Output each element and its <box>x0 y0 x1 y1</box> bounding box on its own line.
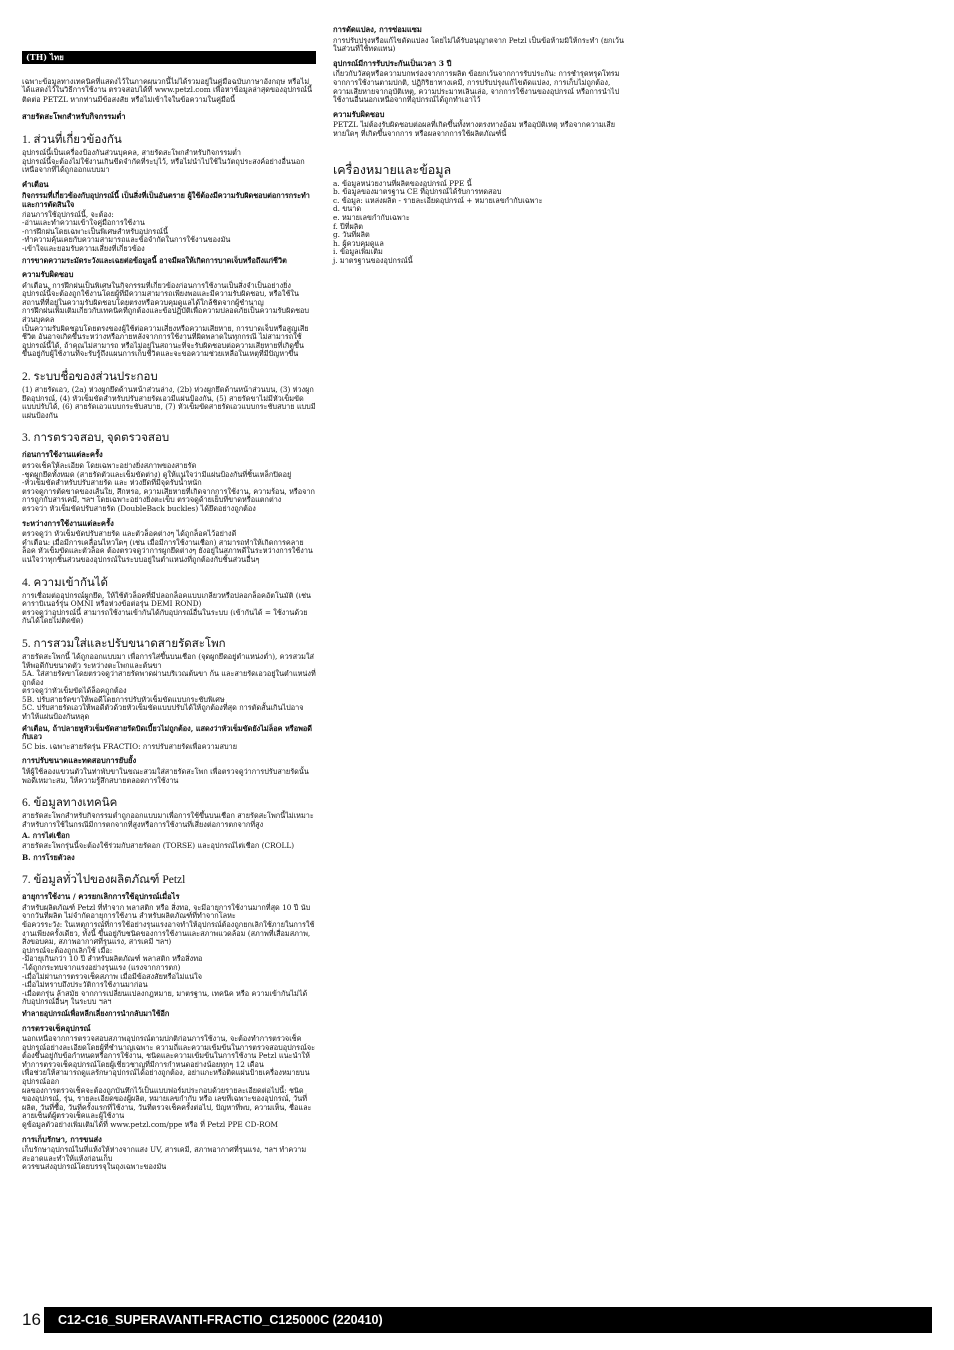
page-number: 16 <box>22 1310 41 1329</box>
section-4-title: 4. ความเข้ากันได้ <box>22 576 109 589</box>
modification-heading: การดัดแปลง, การซ่อมแซม <box>333 25 422 34</box>
warning-heading: คำเตือน <box>22 179 49 189</box>
main-title: สายรัดสะโพกสำหรับกิจกรรมต่ำ <box>22 112 126 122</box>
section-4-body: การเชื่อมต่ออุปกรณ์ผูกยึด, ให้ใช้ตัวล็อคที่มีปลอกล็อคแบบเกลียวหรือปลอกล็อคอัตโนมัติ (เช่น คาราบิเนอร์รุ่น OMNI หรือห่วงข้อต่อรุ่น DEMI ROND) ตรวจดูว่าอุปกรณ์นี้ สามารถใช้งานเข้ากันได้กับอุปกรณ์อื่นในระบบ (เข้ากันได้ = ใช้งานด้วยกันได้โดยไม่ติดขัด) <box>22 590 312 626</box>
page-footer <box>22 1307 932 1333</box>
section-7-sub-lifetime: อายุการใช้งาน / ควรยกเลิกการใช้อุปกรณ์เมื่อไร <box>22 892 180 902</box>
section-1-body: อุปกรณ์นี้เป็นเครื่องป้องกันส่วนบุคคล, สายรัดสะโพกสำหรับกิจกรรมต่ำ อุปกรณ์นี้จะต้องไม่ใช้งานเกินขีดจำกัดที่ระบุไว้, หรือไม่นำไปใช้ในวัตถุประสงค์อย่างอื่นนอกเหนือจากที่ได้ถูกออกแบบมา <box>22 147 305 175</box>
section-3-sub-before-use: ก่อนการใช้งานแต่ละครั้ง <box>22 450 103 460</box>
liability-heading: ความรับผิดชอบ <box>333 109 385 119</box>
modification-body: การปรับปรุงหรือแก้ไขดัดแปลง โดยไม่ได้รับอนุญาตจาก Petzl เป็นข้อห้ามมิให้กระทำ (ยกเว้นในส่วนที่ใช้ทดแทน) <box>333 35 625 54</box>
section-7-body-1: สำหรับผลิตภัณฑ์ Petzl ที่ทำจาก พลาสติก หรือ สิ่งทอ, จะมีอายุการใช้งานมากที่สุด 10 ปี นับจากวันที่ผลิต ไม่จำกัดอายุการใช้งาน สำหรับผลิตภัณฑ์ที่ทำจากโลหะ ข้อควรระวัง: ในเหตุการณ์ที่การใช้อย่างรุนแรงอาจทำให้อุปกรณ์ต้องถูกยกเลิกใช้ภายในการใช้งานเพียงครั้งเดียว, ทั้งนี้ ขึ้นอยู่กับชนิดของการใช้งานและสภาพแวดล้อม (สภาพที่เสื่อมสภาพ, สิ่งขอบคม, สภาพอากาศที่รุนแรง, สารเคมี ฯลฯ) อุปกรณ์จะต้องถูกเลิกใช้ เมื่อ: -มีอายุเกินกว่า 10 ปี สำหรับผลิตภัณฑ์ พลาสติก หรือสิ่งทอ -ได้ถูกกระทบจากแรงอย่างรุนแรง (แรงจากการตก) -เมื่อไม่ผ่านการตรวจเช็คสภาพ เมื่อมีข้อสงสัยหรือไม่แน่ใจ -เมื่อไม่ทราบถึงประวัติการใช้งานมาก่อน -เมื่อตกรุ่น ล้าสมัย จากการเปลี่ยนแปลงกฎหมาย, มาตรฐาน, เทคนิค หรือ ความเข้ากันไม่ได้กับอุปกรณ์อื่นๆ ในระบบ ฯลฯ <box>22 902 315 1007</box>
section-5-body-c: ให้ผู้ใช้ลองแขวนตัวในท่าพับขาในขณะสวมใส่สายรัดสะโพก เพื่อตรวจดูว่าการปรับสายรัดนั้นพอดีเหมาะสม, ให้ความรู้สึกสบายตลอดการใช้งาน <box>22 767 309 785</box>
section-6-title: 6. ข้อมูลทางเทคนิค <box>22 797 118 810</box>
section-6-b: B. การโรยตัวลง <box>22 852 75 862</box>
section-7-sub-inspection: การตรวจเช็คอุปกรณ์ <box>22 1023 91 1033</box>
document-reference: C12-C16_SUPERAVANTI-FRACTIO_C125000C (220410) <box>44 1307 932 1333</box>
liability-body: PETZL ไม่ต้องรับผิดชอบต่อผลที่เกิดขึ้นทั้งทางตรงทางอ้อม หรืออุบัติเหตุ หรือจากความเสียหายใดๆ ที่เกิดขึ้นจากการ หรือผลจากการใช้ผลิตภัณฑ์นี้ <box>333 120 616 138</box>
section-6-a-body: สายรัดสะโพกรุ่นนี้จะต้องใช้ร่วมกับสายรัดอก (TORSE) และอุปกรณ์ไต่เชือก (CROLL) <box>22 841 295 850</box>
section-3-body-2: ตรวจดูว่า หัวเข็มขัดปรับสายรัด และตัวล็อคต่างๆ ได้ถูกล็อคไว้อย่างดี คำเตือน: เมื่อมีการเคลื่อนไหวใดๆ (เช่น เมื่อมีการใช้งานเชือก) สามารถทำให้เกิดการคลายล็อค หัวเข็มขัดและตัวล็อค ต้องตรวจดูว่าการผูกยึดต่างๆ ยังอยู่ในสภาพดีในระหว่างการใช้งาน แน่ใจว่าทุกชิ้นส่วนของอุปกรณ์ในระบบอยู่ในตำแหน่งที่ถูกต้องกับชิ้นส่วนอื่นๆ <box>22 529 313 564</box>
section-6-a: A. การไต่เชือก <box>22 831 70 841</box>
intro-paragraph-2: ติดต่อ PETZL หากท่านมีข้อสงสัย หรือไม่เข้าใจในข้อความในคู่มือนี้ <box>22 94 236 104</box>
language-header: (TH) ไทย <box>22 51 316 64</box>
section-7-title: 7. ข้อมูลทั่วไปของผลิตภัณฑ์ Petzl <box>22 874 186 887</box>
responsibility-heading: ความรับผิดชอบ <box>22 270 74 280</box>
section-3-title: 3. การตรวจสอบ, จุดตรวจสอบ <box>22 432 170 445</box>
section-7-destroy: ทำลายอุปกรณ์เพื่อหลีกเลี่ยงการนำกลับมาใช้อีก <box>22 1008 170 1018</box>
section-2-body: (1) สายรัดเอว, (2a) ห่วงผูกยึดด้านหน้าส่วนล่าง, (2b) ห่วงผูกยึดด้านหน้าส่วนบน, (3) ห่วงผูกยึดอุปกรณ์, (4) หัวเข็มขัดสำหรับปรับสายรัดเอวมีแผ่นป้องกัน, (5) สายรัดขาไม่มีหัวเข็มขัดแบบปรับได้, (6) สายรัดเอวแบบกระชับสบาย, (7) หัวเข็มขัดสายรัดเอวแบบกระชับสบาย แบบมีแผ่นป้องกัน <box>22 385 316 420</box>
right-column <box>333 26 627 266</box>
section-5-sub-test: การปรับขนาดและทดสอบการยับยั้ง <box>22 756 137 766</box>
section-5-body-b: 5C bis. เฉพาะสายรัดรุ่น FRACTIO: การปรับสายรัดเพื่อความสบาย <box>22 741 237 751</box>
warranty-heading: อุปกรณ์มีการรับประกันเป็นเวลา 3 ปี <box>333 58 452 68</box>
section-3-body-1: ตรวจเช็คให้ละเอียด โดยเฉพาะอย่างยิ่งสภาพของสายรัด -ชุดผูกยึดทั้งหมด (สายรัดตัวและเข็มขัดต่าง) ดูให้แน่ใจว่ามีแผ่นป้องกันที่ชิ้นเหล็กปิดอยู่ -หัวเข็มขัดสำหรับปรับสายรัด และ ห่วงยึดที่มีจุดรับน้ำหนัก ตรวจดูการตัดขาดของเส้นใย, สึกหรอ, ความเสียหายที่เกิดจากการใช้งาน, ความร้อน, หรือจากการถูกกับสารเคมี, ฯลฯ โดยเฉพาะอย่างยิ่งตะเข็บ ตรวจดูด้ายเย็บที่ขาดหรือแตกต่าง ตรวจว่า หัวเข็มขัดปรับสายรัด (DoubleBack buckles) ได้ยึดอย่างถูกต้อง <box>22 461 315 513</box>
markings-title: เครื่องหมายและข้อมูล <box>333 162 452 177</box>
left-column <box>22 26 316 1173</box>
warning-tail: การขาดความระมัดระวังและเฉยต่อข้อมูลนี้ อาจมีผลให้เกิดการบาดเจ็บหรือถึงแก่ชีวิต <box>22 255 287 265</box>
section-5-title: 5. การสวมใส่และปรับขนาดสายรัดสะโพก <box>22 637 226 650</box>
section-3-sub-during-use: ระหว่างการใช้งานแต่ละครั้ง <box>22 518 114 528</box>
intro-paragraph-1: เฉพาะข้อมูลทางเทคนิคที่แสดงไว้ในภาคผนวกนี้ไม่ได้รวมอยู่ในคู่มือฉบับภาษาอังกฤษ หรือไม่ได้แสดงไว้ในวิธีการใช้งาน ตรวจสอบได้ที่ www.petzl.com เพื่อหาข้อมูลล่าสุดของอุปกรณ์นี้ <box>22 76 313 95</box>
section-6-body: สายรัดสะโพกสำหรับกิจกรรมต่ำถูกออกแบบมาเพื่อการใช้ขึ้นบนเชือก สายรัดสะโพกนี้ไม่เหมาะสำหรับการใช้ในกรณีมีการตกจากที่สูงหรือการใช้งานที่เสี่ยงต่อการตกจากที่สูง <box>22 811 314 829</box>
section-7-body-2: นอกเหนือจากการตรวจสอบสภาพอุปกรณ์ตามปกติก่อนการใช้งาน, จะต้องทำการตรวจเช็คอุปกรณ์อย่างละเอียดโดยผู้ที่ชำนาญเฉพาะ ความถี่และความเข้มข้นในการตรวจสอบอุปกรณ์จะต้องขึ้นอยู่กับข้อกำหนดหรือการใช้งาน, ชนิดและความเข้มข้นในการใช้งาน Petzl แนะนำให้ทำการตรวจเช็คอุปกรณ์โดยผู้เชี่ยวชาญที่มีการกำหนดอย่างน้อยทุกๆ 12 เดือน เพื่อช่วยให้สามารถดูแลรักษาอุปกรณ์ได้อย่างถูกต้อง, อย่าแกะหรือติดแผ่นป้ายเครื่องหมายบนอุปกรณ์ออก ผลของการตรวจเช็คจะต้องถูกบันทึกไว้เป็นแบบฟอร์มประกอบด้วยรายละเอียดต่อไปนี้: ชนิดของอุปกรณ์, รุ่น, รายละเอียดของผู้ผลิต, หมายเลขกำกับ หรือ เลขที่เฉพาะของอุปกรณ์, วันที่ผลิต, วันที่ซื้อ, วันที่ครั้งแรกที่ใช้งาน, วันที่ตรวจเช็คครั้งต่อไป, ปัญหาที่พบ, ความเห็น, ชื่อและลายเซ็นต์ผู้ตรวจเช็คและผู้ใช้งาน ดูข้อมูลตัวอย่างเพิ่มเติมได้ที่ www.petzl.com/ppe หรือ ที่ Petzl PPE CD-ROM <box>22 1034 316 1130</box>
warning-lead: กิจกรรมที่เกี่ยวข้องกับอุปกรณ์นี้ เป็นสิ่งที่เป็นอันตราย ผู้ใช้ต้องมีความรับผิดชอบต่อการกระทำและการตัดสินใจ <box>22 191 310 209</box>
section-5-warning: คำเตือน, ถ้าปลายหูหัวเข็มขัดสายรัดบิดเบี้ยวไม่ถูกต้อง, แสดงว่าหัวเข็มขัดยังไม่ล็อค หรือพอดีกับเอว <box>22 723 313 742</box>
warranty-body: เกี่ยวกับวัสดุหรือความบกพร่องจากการผลิต ข้อยกเว้นจากการรับประกัน: การชำรุดทรุดโทรมจากการใช้งานตามปกติ, ปฏิกิริยาทางเคมี, การปรับปรุงแก้ไขดัดแปลง, การเก็บไม่ถูกต้อง, ความเสียหายจากอุบัติเหตุ, ความประมาทเลินเล่อ, จากการใช้งานของอุปกรณ์ หรือการนำไปใช้งานอื่นนอกเหนือจากที่อุปกรณ์ได้ถูกทำเอาไว้ <box>333 69 620 105</box>
section-2-title: 2. ระบบชื่อของส่วนประกอบ <box>22 371 158 384</box>
markings-list: a. ข้อมูลหน่วยงานที่ผลิตของอุปกรณ์ PPE นี้ b. ข้อมูลของมาตรฐาน CE ที่อุปกรณ์ได้รับการทดสอบ c. ข้อมูล: แหล่งผลิต - รายละเอียดอุปกรณ์ + หมายเลขกำกับเฉพาะ d. ขนาด e. หมายเลขกำกับเฉพาะ f. ปีที่ผลิต g. วันที่ผลิต h. ผู้ควบคุมดูแล i. ข้อมูลเพิ่มเติม j. มาตรฐานของอุปกรณ์นี้ <box>333 178 543 265</box>
warning-list: ก่อนการใช้อุปกรณ์นี้, จะต้อง: -อ่านและทำความเข้าใจคู่มือการใช้งาน -การฝึกฝนโดยเฉพาะเป็นพิเศษสำหรับอุปกรณ์นี้ -ทำความคุ้นเคยกับความสามารถและข้อจำกัดในการใช้งานของมัน -เข้าใจและยอมรับความเสี่ยงที่เกี่ยวข้อง <box>22 209 231 253</box>
section-7-sub-storage: การเก็บรักษา, การขนส่ง <box>22 1134 102 1144</box>
section-7-body-3: เก็บรักษาอุปกรณ์ในที่แห้งให้ห่างจากแสง UV, สารเคมี, สภาพอากาศที่รุนแรง, ฯลฯ ทำความสะอาดและทำให้แห้งก่อนเก็บ ควรขนส่งอุปกรณ์โดยบรรจุในถุงเฉพาะของมัน <box>22 1145 307 1172</box>
section-1-title: 1. ส่วนที่เกี่ยวข้องกัน <box>22 133 122 146</box>
section-5-body: สายรัดสะโพกนี้ ได้ถูกออกแบบมา เพื่อการใส่ขึ้นบนเชือก (จุดผูกยึดอยู่ตำแหน่งต่ำ), ควรสวมใส่ให้พอดีกับขนาดตัว ระหว่างตะโพกและต้นขา 5A. ใส่สายรัดขาโดยตรวจดูว่าสายรัดพาดผ่านบริเวณต้นขา ก้น และสายรัดเอวอยู่ในตำแหน่งที่ถูกต้อง ตรวจดูว่าหัวเข็มขัดได้ล็อคถูกต้อง 5B. ปรับสายรัดขาให้พอดีโดยการปรับหัวเข็มขัดแบบกระชับพิเศษ 5C. ปรับสายรัดเอวให้พอดีตัวด้วยหัวเข็มขัดแบบปรับได้ให้ถูกต้องที่สุด การตัดสั้นเกินไปอาจทำให้แผ่นป้องกันหลุด <box>22 651 316 722</box>
responsibility-body: คำเตือน, การฝึกฝนเป็นพิเศษในกิจกรรมที่เกี่ยวข้องก่อนการใช้งานเป็นสิ่งจำเป็นอย่างยิ่ง อุปกรณ์นี้จะต้องถูกใช้งานโดยผู้ที่มีความสามารถเพียงพอและมีความรับผิดชอบ, หรือใช้ในสถานที่ที่อยู่ในความรับผิดชอบโดยตรงหรือควบคุมดูแลได้ใกล้ชิดจากผู้ชำนาญ การฝึกฝนเพิ่มเติมเกี่ยวกับเทคนิคที่ถูกต้องและข้อปฏิบัติเพื่อความปลอดภัยเป็นความรับผิดชอบส่วนบุคคล เป็นความรับผิดชอบโดยตรงของผู้ใช้ต่อความเสี่ยงหรือความเสียหาย, การบาดเจ็บหรือสูญเสียชีวิต อันอาจเกิดขึ้นระหว่างหรือภายหลังจากการใช้งานที่ผิดพลาดในทุกกรณี ไม่สามารถใช้อุปกรณ์นี้ได้, ถ้าคุณไม่สามารถ หรือไม่อยู่ในสถานะที่จะรับผิดชอบต่อความเสียหายที่เกิดขึ้น ขึ้นอยู่กับผู้ใช้งานที่จะรับรู้ถึงแผนการเก็บชีวิตและจะขอความช่วยเหลือในเหตุที่มีปัญหาขึ้น <box>22 280 310 359</box>
